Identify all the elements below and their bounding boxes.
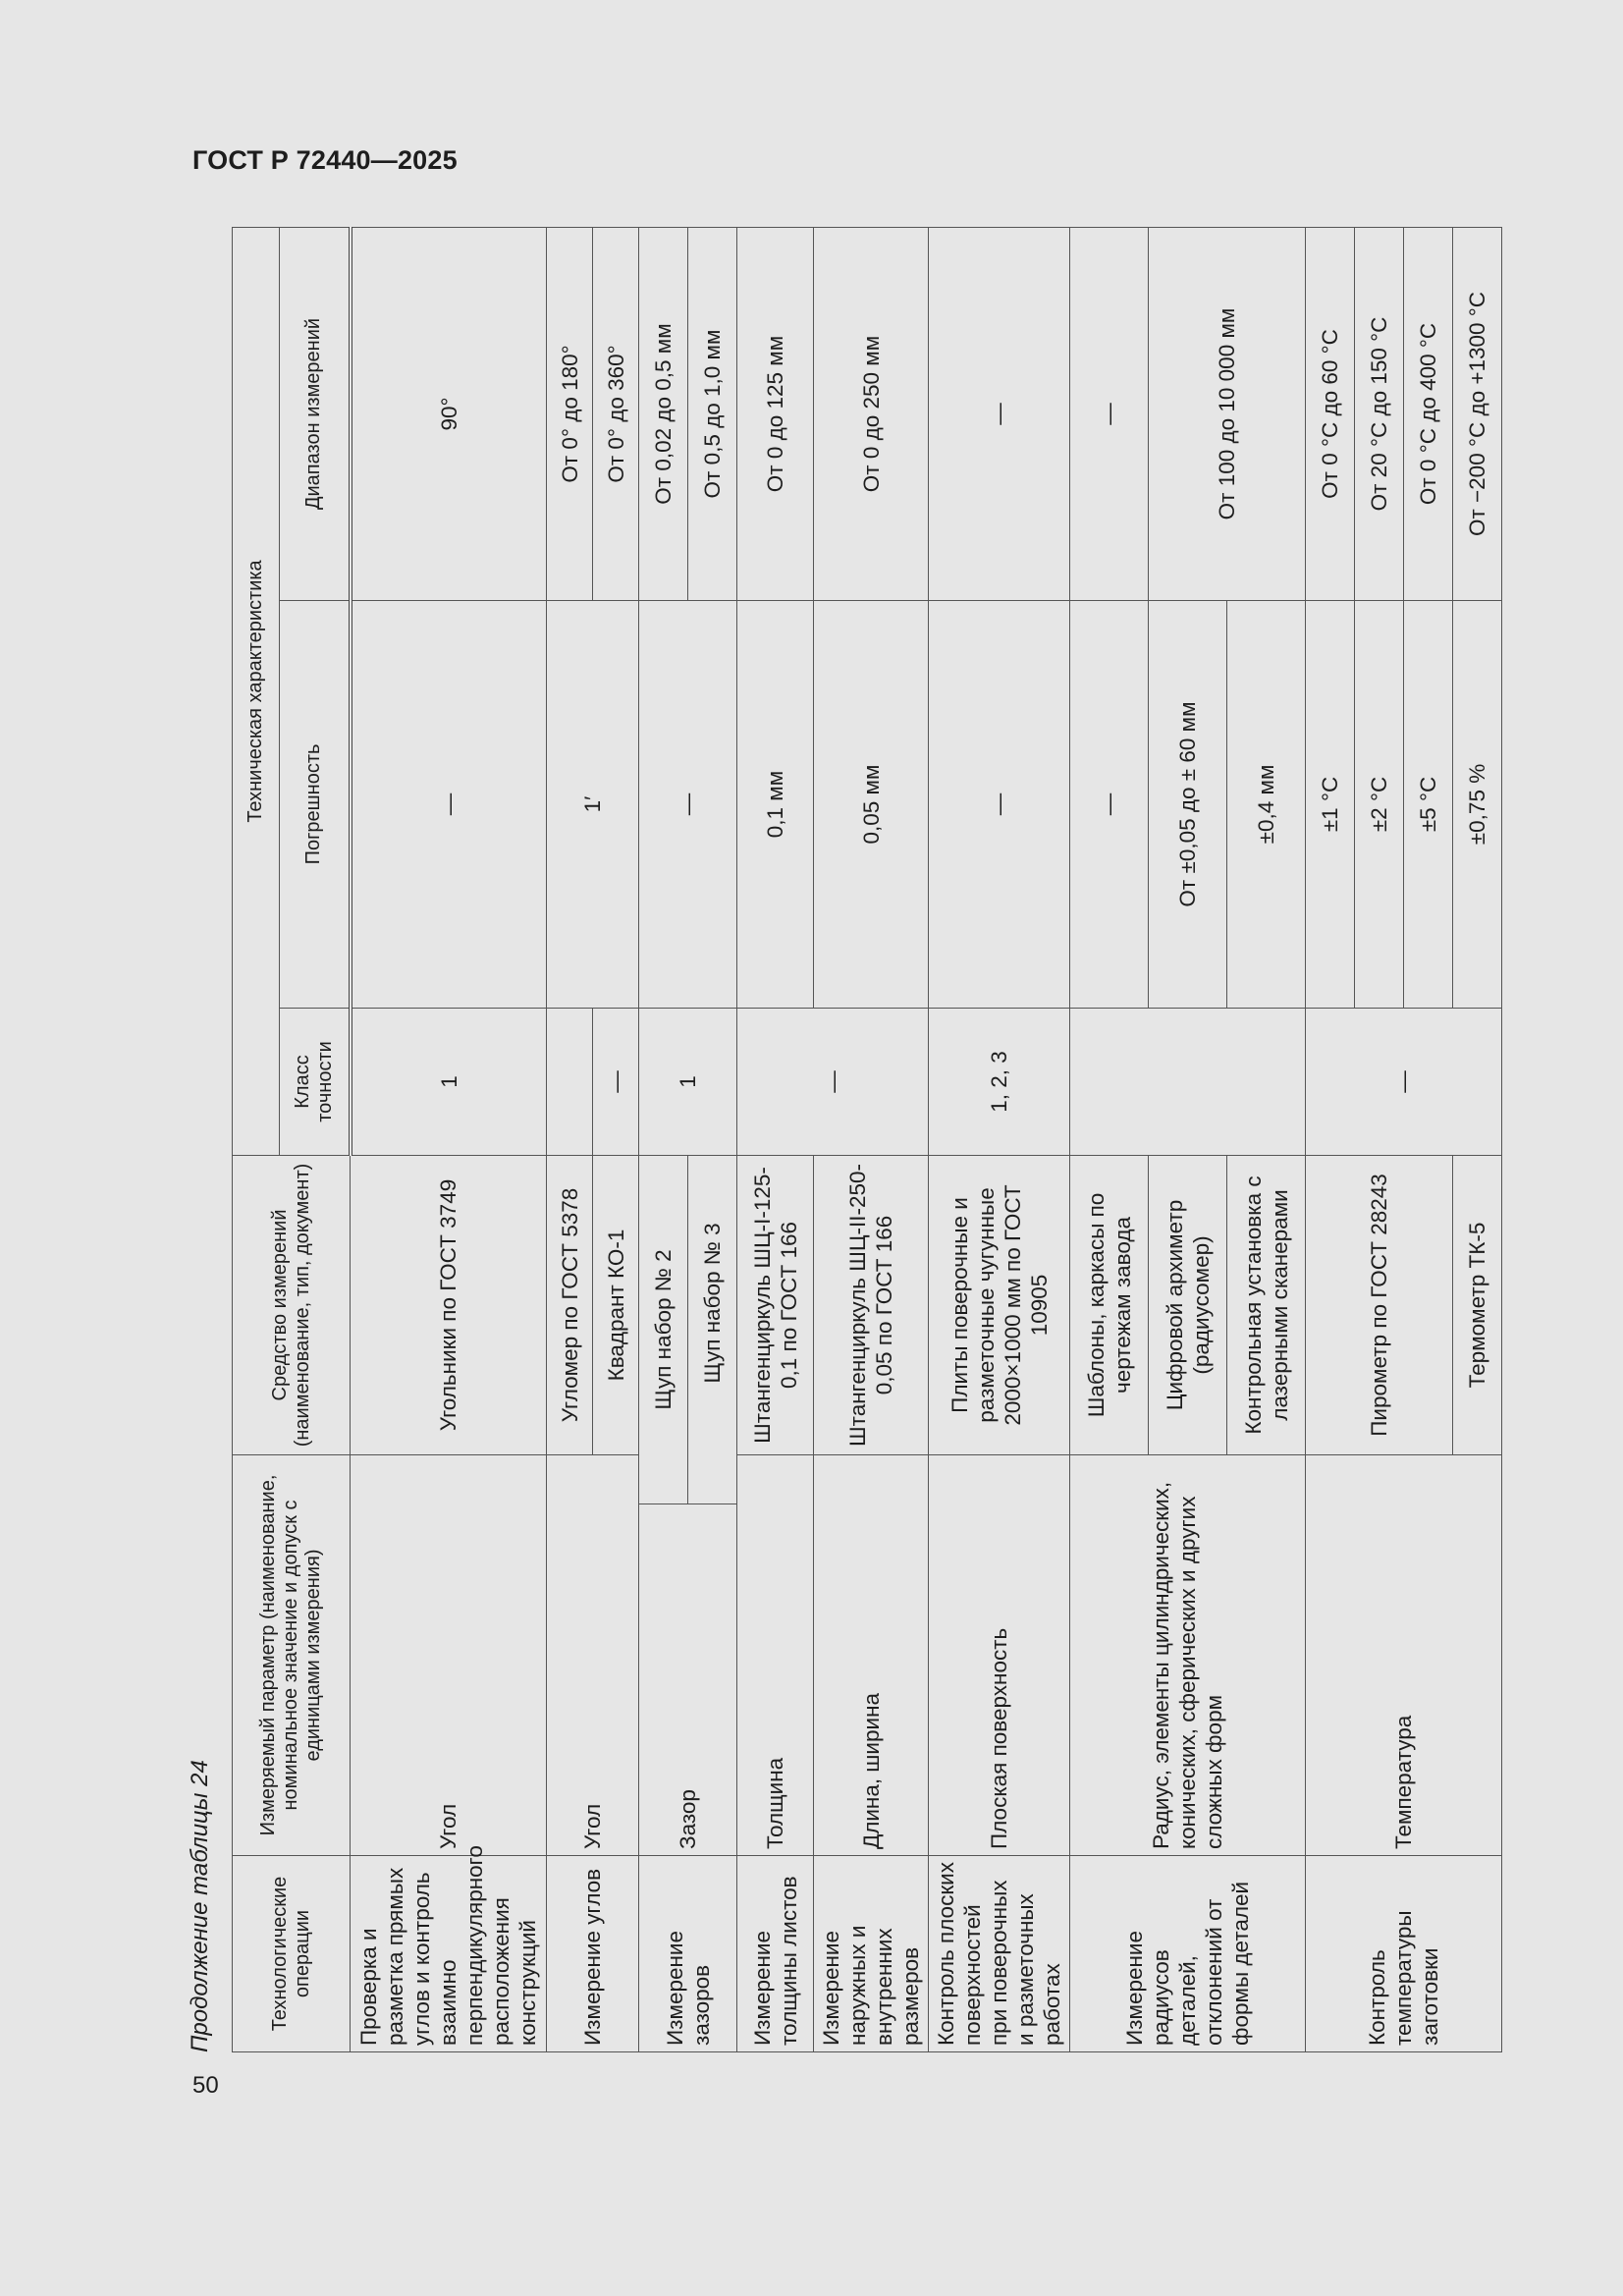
cell-error: 1′: [547, 600, 639, 1008]
cell-class: 1: [351, 1008, 547, 1155]
cell-range: —: [929, 227, 1070, 600]
cell-range: От 0° до 360°: [593, 227, 639, 600]
cell-range: От 0 °С до 60 °С: [1306, 227, 1355, 600]
cell-range: От 0,5 до 1,0 мм: [688, 227, 737, 600]
cell-parameter: Угол: [351, 1454, 547, 1855]
cell-error: От ±0,05 до ± 60 мм: [1149, 600, 1227, 1008]
cell-parameter: Радиус, элементы цилиндрических, конических, сферических и других сложных форм: [1070, 1454, 1306, 1855]
header-tool: Средство измерений (наименование, тип, документ): [233, 1155, 351, 1454]
table-row: [547, 227, 593, 2051]
cell-error: ±0,4 мм: [1227, 600, 1306, 1008]
cell-range: От 0° до 180°: [547, 227, 593, 600]
cell-parameter: Температура: [1306, 1454, 1502, 1855]
cell-class: —: [593, 1008, 639, 1155]
cell-operation: Измерение наружных и внутренних размеров: [814, 1856, 929, 2052]
cell-tool: Контрольная установка с лазерными сканерами: [1227, 1155, 1306, 1454]
page-number: 50: [192, 2072, 219, 2099]
cell-error: 0,1 мм: [737, 600, 814, 1008]
cell-range: От −200 °С до +1300 °С: [1453, 227, 1502, 600]
table-row: [929, 227, 1070, 2051]
cell-parameter: Длина, ширина: [814, 1454, 929, 1855]
cell-tool: Цифровой архиметр (радиусомер): [1149, 1155, 1227, 1454]
table-caption: Продолжение таблицы 24: [187, 1760, 213, 2052]
table-row: [1306, 227, 1355, 2051]
table-row: [1070, 227, 1149, 2051]
cell-tool: Штангенциркуль ШЦ-II-250-0,05 по ГОСТ 166: [814, 1155, 929, 1454]
measurement-table: [232, 227, 1502, 2052]
rotated-table-block: [183, 216, 1498, 2062]
cell-tool: Пирометр по ГОСТ 28243: [1306, 1155, 1453, 1454]
cell-tool: Щуп набор № 3: [688, 1155, 737, 1503]
cell-operation: Измерение углов: [547, 1856, 639, 2052]
cell-operation: Измерение толщины листов: [737, 1856, 814, 2052]
cell-error: 0,05 мм: [814, 600, 929, 1008]
cell-error: —: [351, 600, 547, 1008]
cell-class: —: [1306, 1008, 1502, 1155]
cell-tool: Плиты поверочные и разметочные чугунные 2000×1000 мм по ГОСТ 10905: [929, 1155, 1070, 1454]
header-error: Погрешность: [280, 600, 351, 1008]
cell-operation: Контроль температуры заготовки: [1306, 1856, 1502, 2052]
cell-tool: Угломер по ГОСТ 5378: [547, 1155, 593, 1454]
cell-error: ±0,75 %: [1453, 600, 1502, 1008]
cell-tool: Щуп набор № 2: [639, 1155, 688, 1503]
cell-range: От 100 до 10 000 мм: [1149, 227, 1306, 600]
cell-error: ±5 °С: [1404, 600, 1453, 1008]
table-row: [351, 227, 547, 2051]
header-tech-characteristics: Техническая характеристика: [233, 227, 280, 1155]
cell-parameter: Угол: [547, 1454, 639, 1855]
cell-range: От 20 °С до 150 °С: [1355, 227, 1404, 600]
cell-tool: Угольники по ГОСТ 3749: [351, 1155, 547, 1454]
cell-tool: Штангенциркуль ШЦ-I-125-0,1 по ГОСТ 166: [737, 1155, 814, 1454]
header-range: Диапазон измерений: [280, 227, 351, 600]
cell-parameter: Плоская поверхность: [929, 1454, 1070, 1855]
cell-range: От 0 до 250 мм: [814, 227, 929, 600]
cell-class: 1: [639, 1008, 737, 1155]
cell-parameter: Зазор: [639, 1504, 737, 1856]
cell-error: ±2 °С: [1355, 600, 1404, 1008]
cell-tool: Термометр ТК-5: [1453, 1155, 1502, 1454]
cell-class: [1070, 1008, 1306, 1155]
cell-range: 90°: [351, 227, 547, 600]
cell-operation: Измерение радиусов деталей, отклонений от формы деталей: [1070, 1856, 1306, 2052]
cell-tool: Шаблоны, каркасы по чертежам завода: [1070, 1155, 1149, 1454]
cell-class: —: [737, 1008, 929, 1155]
cell-range: От 0 °С до 400 °С: [1404, 227, 1453, 600]
table-row: [737, 227, 814, 2051]
cell-range: От 0 до 125 мм: [737, 227, 814, 600]
table-row: [639, 227, 688, 2051]
cell-error: —: [639, 600, 737, 1008]
cell-class: 1, 2, 3: [929, 1008, 1070, 1155]
cell-error: —: [1070, 600, 1149, 1008]
cell-range: От 0,02 до 0,5 мм: [639, 227, 688, 600]
header-operations: Технологические операции: [233, 1856, 351, 2052]
document-title: ГОСТ Р 72440—2025: [192, 145, 458, 175]
cell-operation: Проверка и разметка прямых углов и контроль взаимно перпендикулярного расположения конструкций: [351, 1856, 547, 2052]
header-parameter: Измеряемый параметр (наименование, номинальное значение и допуск с единицами измерения): [233, 1454, 351, 1855]
cell-operation: Контроль плоских поверхностей при поверочных и разметочных работах: [929, 1856, 1070, 2052]
cell-tool: Квадрант КО-1: [593, 1155, 639, 1454]
cell-operation: Измерение зазоров: [639, 1856, 737, 2052]
header-accuracy-class: Класс точности: [280, 1008, 351, 1155]
cell-class: [547, 1008, 593, 1155]
cell-range: —: [1070, 227, 1149, 600]
cell-parameter: Толщина: [737, 1454, 814, 1855]
cell-error: —: [929, 600, 1070, 1008]
cell-error: ±1 °С: [1306, 600, 1355, 1008]
